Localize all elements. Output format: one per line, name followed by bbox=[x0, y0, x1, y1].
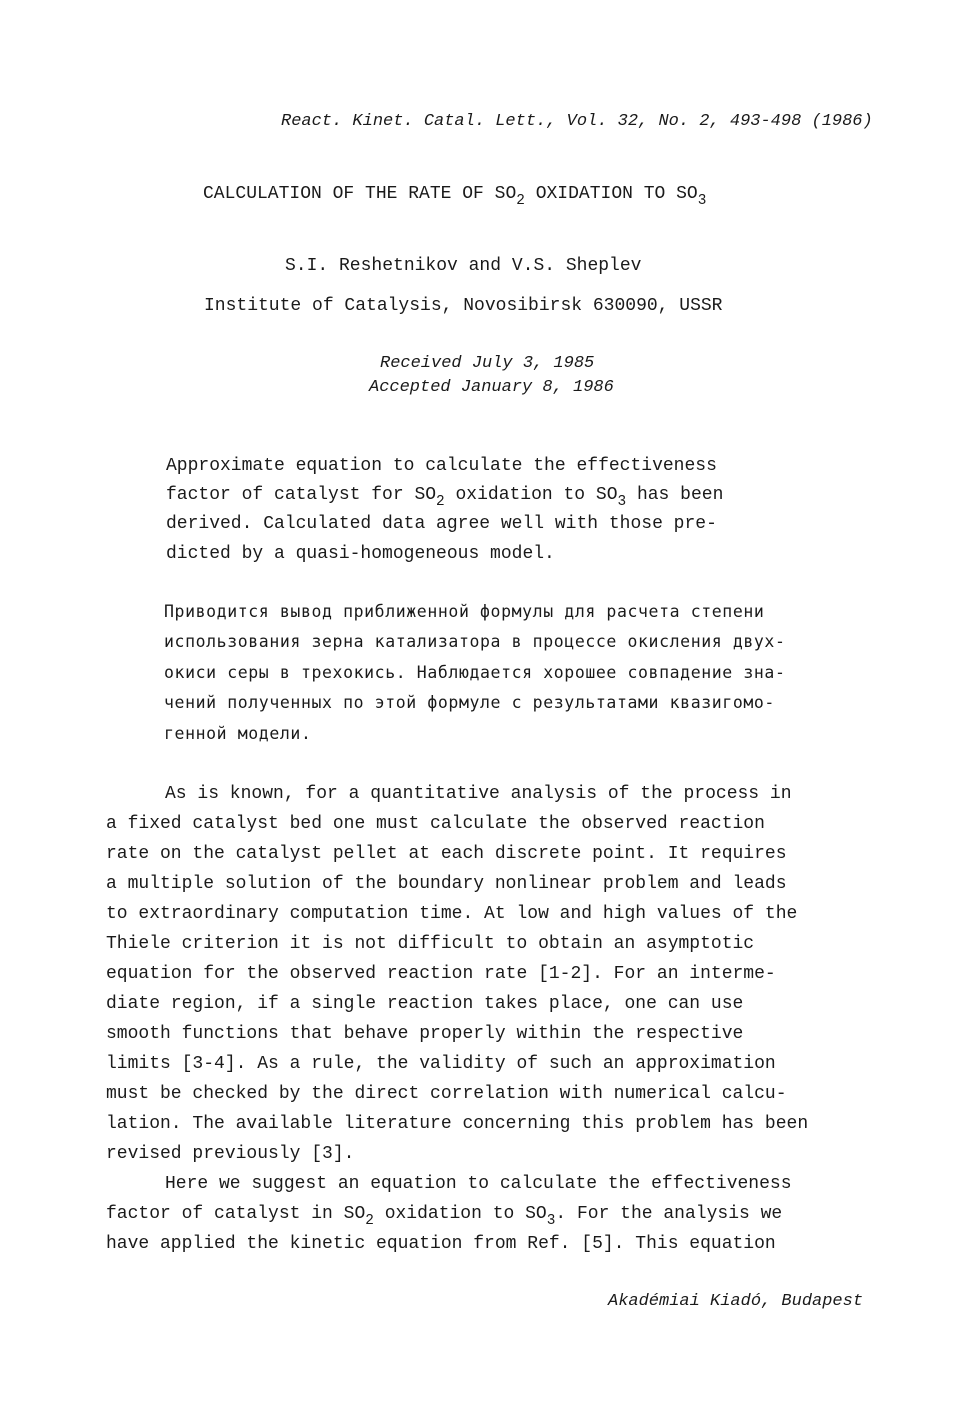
abstract-en-text: has been bbox=[626, 485, 724, 505]
abstract-ru-line: Приводится вывод приближенной формулы для расчета степени bbox=[164, 602, 765, 621]
body-line: a fixed catalyst bed one must calculate the observed reaction bbox=[106, 814, 765, 834]
journal-citation: React. Kinet. Catal. Lett., Vol. 32, No. 2, 493-498 (1986) bbox=[281, 112, 873, 131]
body-text: factor of catalyst in SO bbox=[106, 1204, 366, 1224]
body-subscript-3: 3 bbox=[546, 1212, 556, 1229]
accepted-date: Accepted January 8, 1986 bbox=[369, 378, 614, 397]
body-line: limits [3-4]. As a rule, the validity of such an approximation bbox=[106, 1054, 776, 1074]
title-part-2: OXIDATION TO SO bbox=[524, 184, 698, 204]
body-line: As is known, for a quantitative analysis of the process in bbox=[165, 784, 792, 804]
abstract-en-text: factor of catalyst for SO bbox=[166, 485, 437, 505]
affiliation: Institute of Catalysis, Novosibirsk 630090, USSR bbox=[204, 296, 723, 316]
abstract-subscript-2: 2 bbox=[436, 493, 445, 510]
body-line: lation. The available literature concerning this problem has been bbox=[106, 1114, 809, 1134]
received-date: Received July 3, 1985 bbox=[380, 354, 595, 373]
paper-title bbox=[203, 184, 707, 209]
title-subscript-2: 2 bbox=[516, 192, 525, 209]
body-line: to extraordinary computation time. At low and high values of the bbox=[106, 904, 798, 924]
body-line: rate on the catalyst pellet at each discrete point. It requires bbox=[106, 844, 787, 864]
abstract-ru-line: использования зерна катализатора в процессе окисления двух- bbox=[164, 632, 786, 651]
abstract-en-line bbox=[166, 485, 724, 510]
body-line: Here we suggest an equation to calculate the effectiveness bbox=[165, 1174, 792, 1194]
title-subscript-3: 3 bbox=[697, 192, 707, 209]
body-line: a multiple solution of the boundary nonlinear problem and leads bbox=[106, 874, 787, 894]
abstract-en-text: oxidation to SO bbox=[444, 485, 618, 505]
body-line: equation for the observed reaction rate [1-2]. For an interme- bbox=[106, 964, 776, 984]
title-part-1: CALCULATION OF THE RATE OF SO bbox=[203, 184, 517, 204]
body-line: have applied the kinetic equation from Ref. [5]. This equation bbox=[106, 1234, 776, 1254]
body-line: smooth functions that behave properly within the respective bbox=[106, 1024, 744, 1044]
abstract-subscript-3: 3 bbox=[617, 493, 627, 510]
body-text: oxidation to SO bbox=[373, 1204, 547, 1224]
publisher-footer: Akadémiai Kiadó, Budapest bbox=[608, 1292, 864, 1311]
abstract-en-line: derived. Calculated data agree well with those pre- bbox=[166, 514, 717, 534]
abstract-en-line: Approximate equation to calculate the effectiveness bbox=[166, 456, 717, 476]
body-line: must be checked by the direct correlation with numerical calcu- bbox=[106, 1084, 787, 1104]
body-line bbox=[106, 1204, 783, 1229]
body-subscript-2: 2 bbox=[365, 1212, 374, 1229]
abstract-en-line: dicted by a quasi-homogeneous model. bbox=[166, 544, 555, 564]
abstract-ru-line: генной модели. bbox=[164, 724, 312, 743]
body-line: Thiele criterion it is not difficult to obtain an asymptotic bbox=[106, 934, 755, 954]
body-line: revised previously [3]. bbox=[106, 1144, 355, 1164]
authors: S.I. Reshetnikov and V.S. Sheplev bbox=[285, 256, 642, 276]
abstract-ru-line: окиси серы в трехокись. Наблюдается хорошее совпадение зна- bbox=[164, 663, 786, 682]
body-line: diate region, if a single reaction takes place, one can use bbox=[106, 994, 744, 1014]
body-text: . For the analysis we bbox=[555, 1204, 783, 1224]
abstract-ru-line: чений полученных по этой формуле с результатами квазигомо- bbox=[164, 693, 775, 712]
